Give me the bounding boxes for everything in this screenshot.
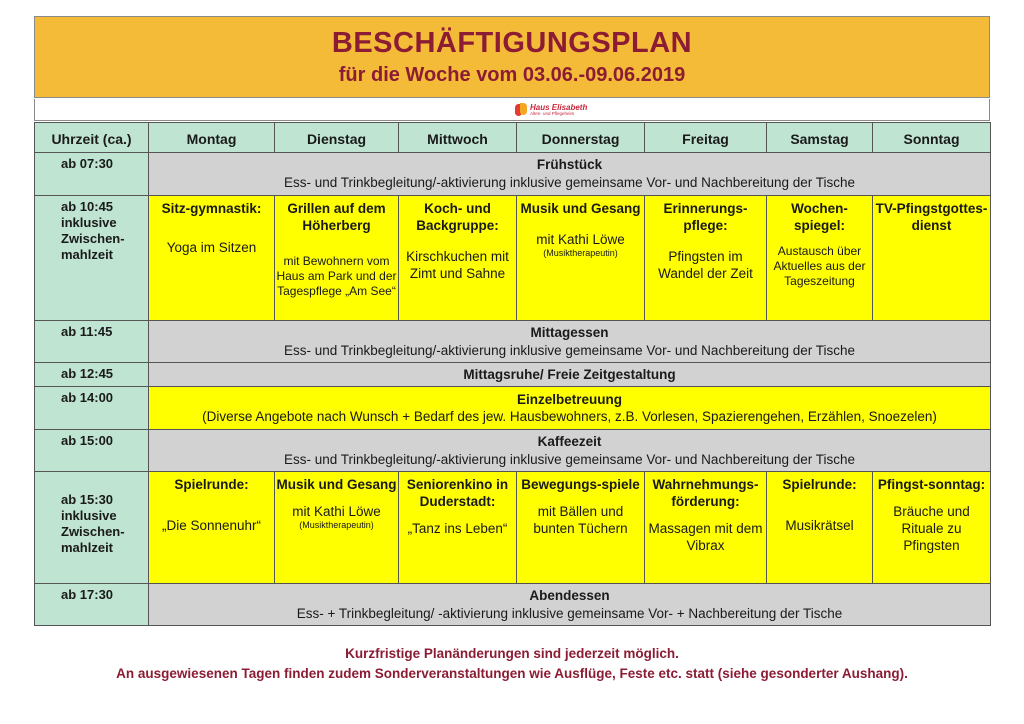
logo-subtitle: Alten- und Pflegeheim (530, 110, 575, 116)
activity-desc: Yoga im Sitzen (166, 240, 257, 255)
activity-cell (645, 472, 767, 584)
col-header-thursday: Donnerstag (517, 123, 645, 153)
activity-cell (399, 472, 517, 584)
activity-title: Pfingst-sonntag: (877, 477, 986, 492)
activity-desc: „Die Sonnenuhr“ (161, 518, 262, 533)
breakfast-desc: Ess- und Trinkbegleitung/-aktivierung inklusive gemeinsame Vor- und Nachbereitung der Tische (283, 175, 856, 190)
row-1500 (35, 430, 991, 472)
dinner-title: Abendessen (529, 588, 610, 603)
time-cell: ab 10:45 inklusive Zwischen-mahlzeit (35, 196, 149, 321)
activity-cell (873, 472, 991, 584)
activity-desc: mit Kathi Löwe (292, 504, 381, 519)
breakfast-title: Frühstück (536, 157, 603, 172)
activity-title: Musik und Gesang (276, 477, 397, 492)
individual-care-desc: (Diverse Angebote nach Wunsch + Bedarf des jew. Hausbewohners, z.B. Vorlesen, Spazierengehen, Erzählen, Snoezelen) (202, 409, 937, 424)
logo (515, 101, 587, 119)
activity-desc: mit Bällen und bunten Tüchern (533, 504, 628, 536)
row-1400 (35, 387, 991, 430)
activity-cell (275, 472, 399, 584)
activity-title: Spielrunde: (174, 477, 249, 492)
activity-desc: Pfingsten im Wandel der Zeit (658, 249, 753, 281)
time-cell: ab 07:30 (35, 153, 149, 196)
activity-cell (517, 472, 645, 584)
activity-title: Wahrnehmungs-förderung: (652, 477, 759, 509)
col-header-monday: Montag (149, 123, 275, 153)
lunch-cell (149, 321, 991, 363)
row-1530 (35, 472, 991, 584)
coffee-cell (149, 430, 991, 472)
page-title: BESCHÄFTIGUNGSPLAN (331, 27, 693, 59)
row-1145 (35, 321, 991, 363)
coffee-desc: Ess- und Trinkbegleitung/-aktivierung inklusive gemeinsame Vor- und Nachbereitung der Tische (283, 452, 856, 467)
activity-title: Seniorenkino in Duderstadt: (406, 477, 509, 509)
col-header-time: Uhrzeit (ca.) (35, 123, 149, 153)
footer-note-2: An ausgewiesenen Tagen finden zudem Sonderveranstaltungen wie Ausflüge, Feste etc. statt (siehe gesonderter Aushang). (116, 666, 908, 681)
activity-cell (275, 196, 399, 321)
logo-name: Haus Elisabeth (530, 102, 588, 112)
row-1245 (35, 363, 991, 387)
col-header-sunday: Sonntag (873, 123, 991, 153)
row-1730 (35, 584, 991, 626)
breakfast-cell (149, 153, 991, 196)
activity-desc: „Tanz ins Leben“ (407, 521, 508, 536)
activity-cell (873, 196, 991, 321)
activity-cell (149, 472, 275, 584)
week-subtitle: für die Woche vom 03.06.-09.06.2019 (338, 64, 686, 86)
activity-title: TV-Pfingstgottes-dienst (875, 201, 988, 233)
activity-cell (149, 196, 275, 321)
activity-cell (767, 472, 873, 584)
time-cell: ab 14:00 (35, 387, 149, 430)
activity-title: Musik und Gesang (520, 201, 641, 216)
col-header-tuesday: Dienstag (275, 123, 399, 153)
col-header-saturday: Samstag (767, 123, 873, 153)
activity-cell (517, 196, 645, 321)
heart-logo-icon (515, 103, 527, 118)
col-header-friday: Freitag (645, 123, 767, 153)
individual-care-title: Einzelbetreuung (516, 392, 622, 407)
activity-desc: Bräuche und Rituale zu Pfingsten (893, 504, 970, 553)
logo-bar (34, 99, 990, 121)
activity-title: Koch- und Backgruppe: (416, 201, 499, 233)
header-row (35, 123, 991, 153)
coffee-title: Kaffeezeit (537, 434, 602, 449)
activity-cell (767, 196, 873, 321)
activity-title: Grillen auf dem Höherberg (287, 201, 386, 233)
plan-header (34, 16, 990, 98)
activity-desc: Musikrätsel (785, 518, 854, 533)
schedule-table (34, 122, 991, 626)
time-cell: ab 11:45 (35, 321, 149, 363)
time-cell: ab 15:00 (35, 430, 149, 472)
lunch-desc: Ess- und Trinkbegleitung/-aktivierung inklusive gemeinsame Vor- und Nachbereitung der Tische (283, 343, 856, 358)
row-1045 (35, 196, 991, 321)
col-header-wednesday: Mittwoch (399, 123, 517, 153)
activity-desc: mit Bewohnern vom Haus am Park und der Tagespflege „Am See“ (276, 254, 397, 298)
activity-desc: Kirschkuchen mit Zimt und Sahne (406, 249, 509, 281)
activity-title: Wochen-spiegel: (791, 201, 848, 233)
activity-desc: mit Kathi Löwe (536, 232, 625, 247)
activity-cell (645, 196, 767, 321)
activity-note: (Musiktherapeutin) (543, 248, 618, 258)
activity-title: Bewegungs-spiele (521, 477, 640, 492)
activity-note: (Musiktherapeutin) (299, 520, 374, 530)
dinner-desc: Ess- + Trinkbegleitung/ -aktivierung inklusive gemeinsame Vor- + Nachbereitung der Tische (296, 606, 843, 621)
time-cell: ab 15:30 inklusive Zwischen-mahlzeit (35, 472, 149, 584)
activity-desc: Massagen mit dem Vibrax (648, 521, 763, 553)
activity-title: Erinnerungs-pflege: (663, 201, 748, 233)
row-0730 (35, 153, 991, 196)
footer-note-1: Kurzfristige Planänderungen sind jederzeit möglich. (345, 646, 679, 661)
dinner-cell (149, 584, 991, 626)
activity-cell (399, 196, 517, 321)
rest-cell: Mittagsruhe/ Freie Zeitgestaltung (149, 363, 991, 387)
activity-title: Spielrunde: (782, 477, 857, 492)
individual-care-cell (149, 387, 991, 430)
activity-desc: Austausch über Aktuelles aus der Tageszeitung (773, 244, 866, 288)
time-cell: ab 17:30 (35, 584, 149, 626)
lunch-title: Mittagessen (530, 325, 609, 340)
time-cell: ab 12:45 (35, 363, 149, 387)
activity-title: Sitz-gymnastik: (161, 201, 262, 216)
